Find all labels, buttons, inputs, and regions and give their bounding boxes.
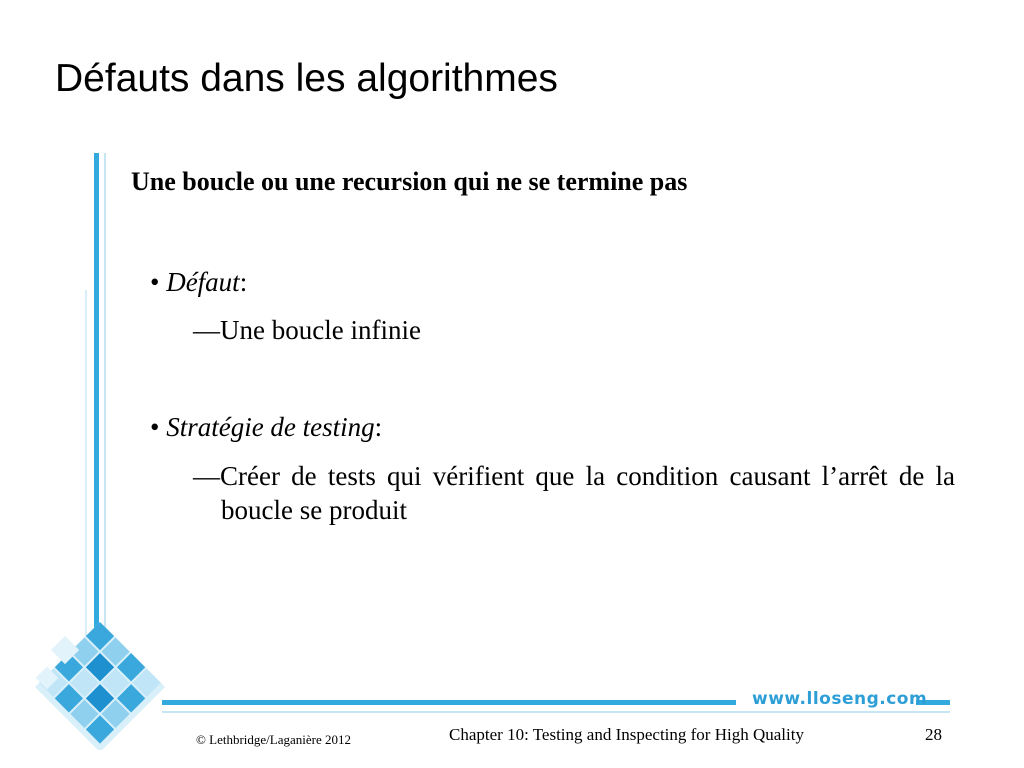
slide-subheading: Une boucle ou une recursion qui ne se termine pas bbox=[131, 167, 688, 196]
footer-accent-line bbox=[162, 711, 950, 713]
page-number: 28 bbox=[925, 725, 942, 744]
bullet-item-defaut bbox=[150, 265, 247, 299]
bullet-suffix: : bbox=[239, 267, 248, 297]
bullet-label: Défaut bbox=[166, 267, 240, 297]
bullet-suffix: : bbox=[374, 412, 383, 442]
bullet-marker: • bbox=[150, 412, 160, 442]
diamond-logo bbox=[25, 620, 175, 750]
bullet-item-strategie bbox=[150, 410, 382, 444]
sub-item-strategie: —Créer de tests qui vérifient que la condition causant l’arrêt de la boucle se produit bbox=[193, 461, 955, 525]
left-accent-line bbox=[104, 153, 106, 696]
chapter-title: Chapter 10: Testing and Inspecting for High Quality bbox=[449, 725, 804, 744]
left-accent-bar bbox=[94, 153, 99, 696]
copyright-text: © Lethbridge/Laganière 2012 bbox=[196, 732, 351, 747]
bullet-label: Stratégie de testing bbox=[166, 412, 375, 442]
website-logo-text: www.lloseng.com bbox=[752, 689, 928, 709]
sub-item-defaut: —Une boucle infinie bbox=[193, 315, 421, 345]
slide-title: Défauts dans les algorithmes bbox=[55, 57, 558, 100]
footer-accent-bar bbox=[162, 700, 736, 705]
bullet-marker: • bbox=[150, 267, 160, 297]
